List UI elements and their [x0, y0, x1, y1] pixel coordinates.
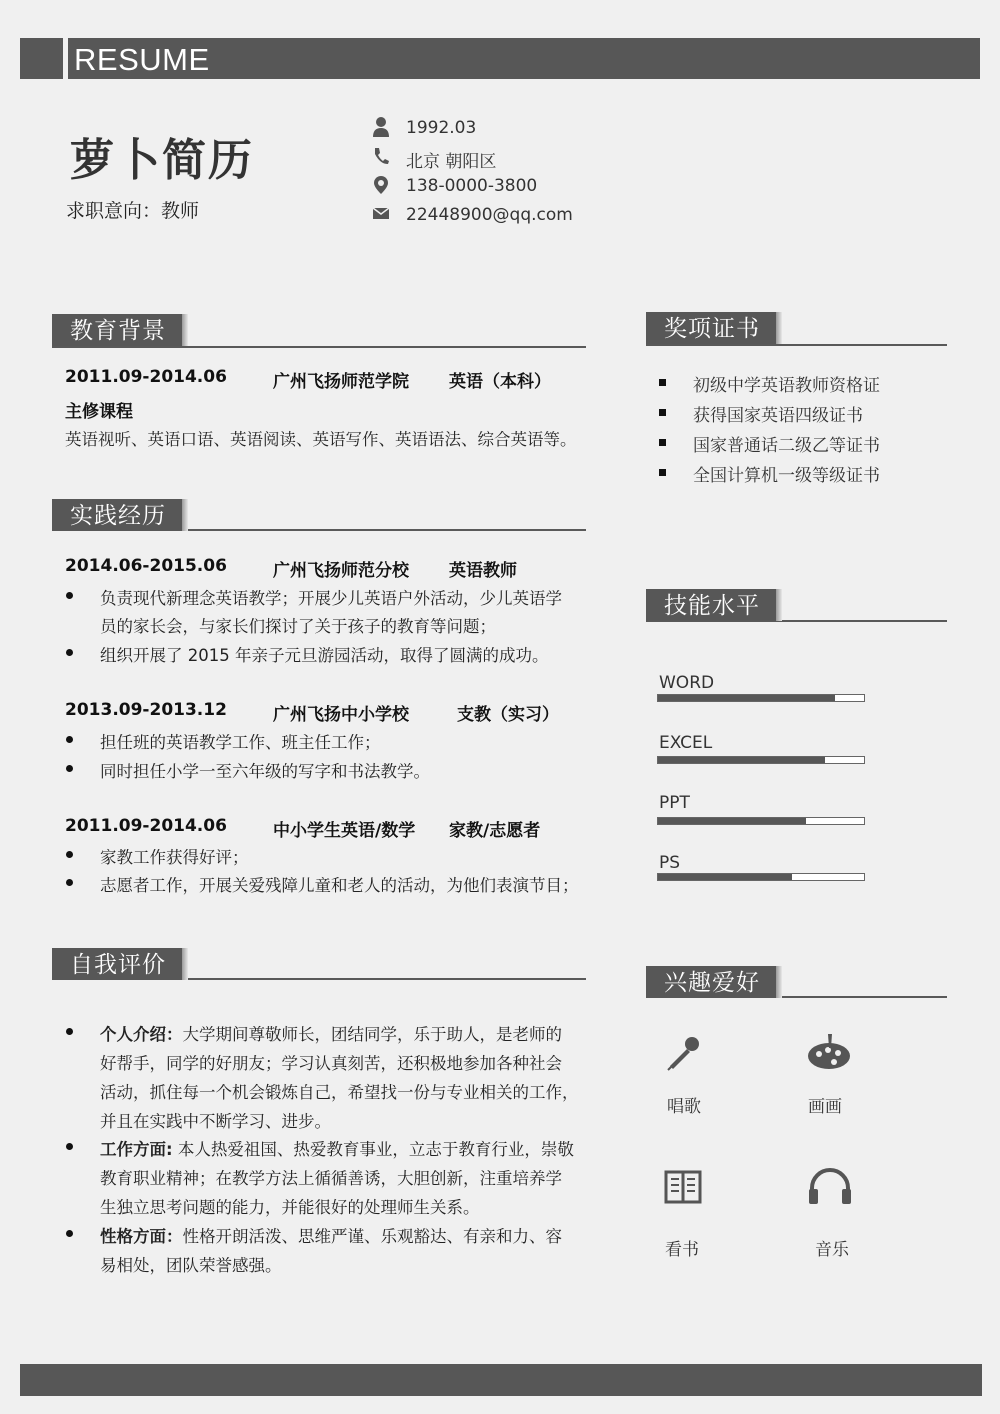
- skill-bar: [657, 756, 865, 764]
- hobby-label: 画画: [808, 1097, 842, 1117]
- skills-section-title: 技能水平: [646, 589, 776, 621]
- bullet: [66, 1028, 73, 1035]
- practice-section-title: 实践经历: [52, 499, 182, 531]
- self-eval-label: 工作方面:: [100, 1140, 173, 1159]
- bullet: [66, 765, 73, 772]
- bullet: [66, 1230, 73, 1237]
- self-eval-section-title: 自我评价: [52, 948, 182, 980]
- self-eval-line: 教育职业精神；在教学方法上循循善诱，大胆创新，注重培养学: [100, 1169, 562, 1188]
- self-eval-line: [100, 1021, 562, 1045]
- hobby-label: 看书: [665, 1240, 699, 1260]
- hobby-label: 唱歌: [667, 1097, 701, 1117]
- skill-bar: [657, 694, 865, 702]
- practice-date: 2013.09-2013.12: [65, 700, 227, 720]
- person-icon: [372, 116, 390, 138]
- skill-name: PPT: [659, 793, 690, 813]
- education-date: 2011.09-2014.06: [65, 367, 227, 387]
- practice-org: 中小学生英语/数学: [273, 821, 416, 841]
- skill-fill: [658, 818, 806, 824]
- book-icon: [664, 1168, 702, 1206]
- bullet: [66, 879, 73, 886]
- awards-section-title: 奖项证书: [646, 312, 776, 344]
- practice-role: 英语教师: [449, 561, 517, 581]
- education-divider: [52, 346, 586, 348]
- skill-fill: [658, 695, 835, 701]
- self-eval-line: 并且在实践中不断学习、进步。: [100, 1112, 331, 1131]
- practice-date: 2011.09-2014.06: [65, 816, 227, 836]
- skill-bar: [657, 873, 865, 881]
- self-eval-line: 好帮手，同学的好朋友；学习认真刻苦，还积极地参加各种社会: [100, 1054, 562, 1073]
- skill-fill: [658, 874, 792, 880]
- practice-line: 家教工作获得好评；: [100, 848, 249, 867]
- skill-name: WORD: [659, 673, 715, 693]
- education-section-title: 教育背景: [52, 314, 182, 346]
- courses-label: 主修课程: [65, 402, 133, 422]
- practice-date: 2014.06-2015.06: [65, 556, 227, 576]
- self-eval-label: 个人介绍：: [100, 1025, 183, 1044]
- bullet: [66, 592, 73, 599]
- practice-role: 家教/志愿者: [449, 821, 541, 841]
- self-eval-line: 生独立思考问题的能力，并能很好的处理师生关系。: [100, 1198, 480, 1217]
- footer-bar: [20, 1364, 982, 1396]
- bullet: [659, 439, 666, 446]
- bullet: [659, 379, 666, 386]
- self-eval-line: 易相处，团队荣誉感强。: [100, 1256, 282, 1275]
- contact-text: 22448900@qq.com: [406, 205, 573, 225]
- palette-icon: [806, 1032, 852, 1074]
- practice-line: 员的家长会，与家长们探讨了关于孩子的教育等问题；: [100, 617, 496, 636]
- self-eval-text: 本人热爱祖国、热爱教育事业，立志于教育行业，崇敬: [172, 1140, 574, 1159]
- bullet: [66, 649, 73, 656]
- award-item: 国家普通话二级乙等证书: [693, 436, 880, 456]
- practice-line: 志愿者工作，开展关爱残障儿童和老人的活动，为他们表演节目；: [100, 876, 579, 895]
- practice-org: 广州飞扬师范分校: [273, 561, 409, 581]
- award-item: 全国计算机一级等级证书: [693, 466, 880, 486]
- self-eval-line: [100, 1136, 574, 1160]
- education-major: 英语（本科）: [449, 372, 551, 392]
- hobbies-section-title: 兴趣爱好: [646, 966, 776, 998]
- contact-text: 138-0000-3800: [406, 176, 538, 196]
- microphone-icon: [664, 1034, 704, 1074]
- award-item: 获得国家英语四级证书: [693, 406, 863, 426]
- mail-icon: [372, 203, 390, 225]
- bullet: [66, 1143, 73, 1150]
- education-school: 广州飞扬师范学院: [273, 372, 409, 392]
- header-accent-block: [20, 38, 63, 79]
- bullet: [66, 736, 73, 743]
- courses-text: 英语视听、英语口语、英语阅读、英语写作、英语语法、综合英语等。: [65, 430, 577, 449]
- awards-divider: [646, 344, 947, 346]
- practice-line: 担任班的英语教学工作、班主任工作；: [100, 733, 381, 752]
- self-eval-label: 性格方面：: [100, 1227, 183, 1246]
- job-intent: 求职意向：教师: [66, 200, 200, 222]
- hobby-label: 音乐: [815, 1240, 849, 1260]
- location-icon: [372, 174, 390, 196]
- bullet: [66, 851, 73, 858]
- skill-fill: [658, 757, 825, 763]
- practice-org: 广州飞扬中小学校: [273, 705, 409, 725]
- practice-role: 支教（实习）: [457, 705, 559, 725]
- practice-line: 负责现代新理念英语教学；开展少儿英语户外活动，少儿英语学: [100, 589, 562, 608]
- skill-name: PS: [659, 853, 681, 873]
- bullet: [659, 469, 666, 476]
- resume-title: RESUME: [74, 42, 210, 77]
- self-eval-line: 活动，抓住每一个机会锻炼自己，希望找一份与专业相关的工作，: [100, 1083, 579, 1102]
- self-eval-line: [100, 1223, 562, 1247]
- phone-icon: [372, 145, 390, 167]
- skill-bar: [657, 817, 865, 825]
- headphones-icon: [806, 1166, 854, 1206]
- skill-name: EXCEL: [659, 733, 713, 753]
- practice-line: 同时担任小学一至六年级的写字和书法教学。: [100, 762, 430, 781]
- award-item: 初级中学英语教师资格证: [693, 376, 880, 396]
- practice-line: 组织开展了 2015 年亲子元旦游园活动，取得了圆满的成功。: [100, 646, 549, 665]
- self-eval-text: 大学期间尊敬师长，团结同学，乐于助人，是老师的: [182, 1025, 562, 1044]
- candidate-name: 萝卜简历: [70, 135, 254, 186]
- contact-text: 北京 朝阳区: [406, 152, 497, 172]
- bullet: [659, 409, 666, 416]
- self-eval-text: 性格开朗活泼、思维严谨、乐观豁达、有亲和力、容: [182, 1227, 562, 1246]
- contact-text: 1992.03: [406, 118, 477, 138]
